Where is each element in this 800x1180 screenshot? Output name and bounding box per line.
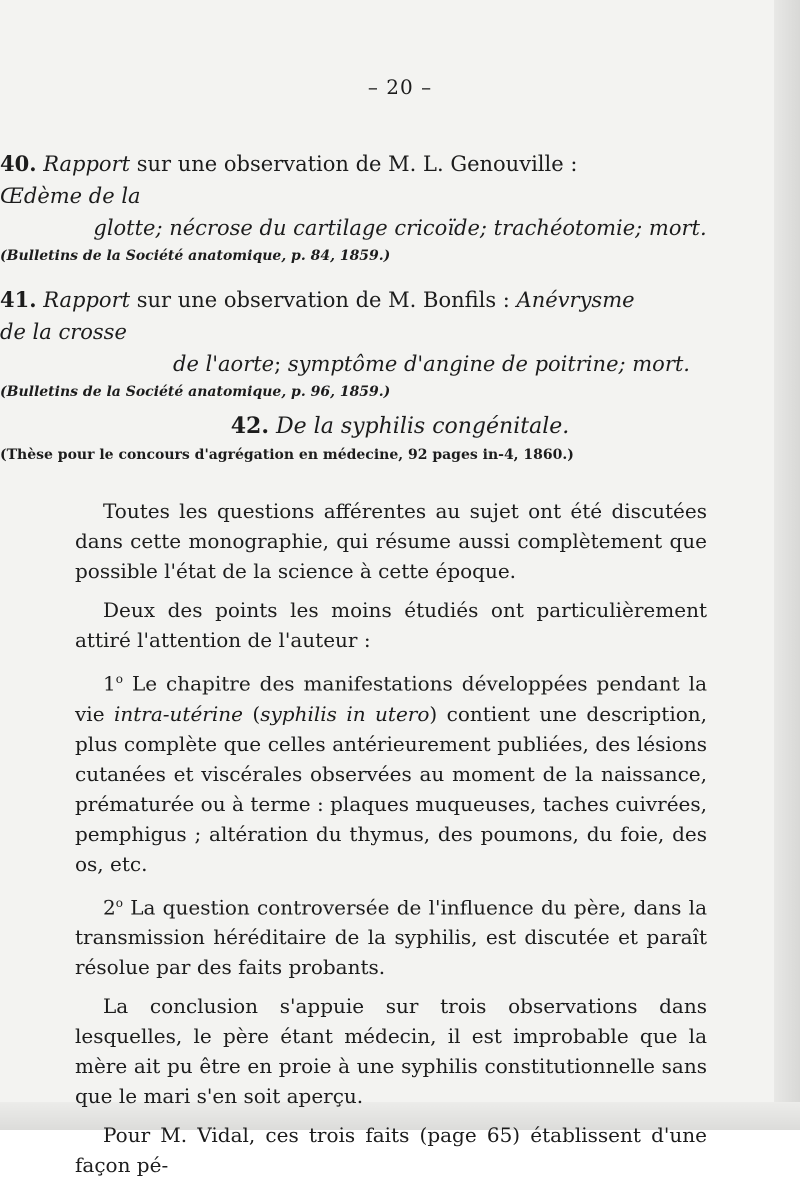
entry-41-rapport: Rapport <box>43 288 131 312</box>
paragraph-6: Pour M. Vidal, ces trois faits (page 65) établissent d'une façon pé- <box>75 1123 707 1178</box>
entry-40-text: sur une observation de M. L. Genouville : <box>130 152 578 176</box>
entry-41-subject-c: symptôme d'angine de poitrine; mort. <box>287 352 690 376</box>
entry-42-title-line <box>0 410 800 443</box>
paragraph-3-text-c: ) contient une description, plus complète que celles antérieurement publiées, des lésions cutanées et viscérales observées au moment de la naissance, prématurée ou à terme : plaques muqueuses, taches cuivrées, pemphigus ; altération du thymus, des poumons, du foie, des os, etc. <box>75 701 707 876</box>
entry-40-subject-b: glotte; nécrose du cartilage cricoïde; trachéotomie; mort. <box>93 216 707 240</box>
entry-41-text: sur une observation de M. Bonfils : <box>130 288 517 312</box>
paragraph-3-ordinal: o <box>115 672 123 686</box>
entry-40 <box>0 148 800 268</box>
entry-41-number: 41. <box>0 287 37 312</box>
entry-41-line-2 <box>173 348 800 380</box>
entry-40-line-2 <box>0 212 800 244</box>
entry-41-line-1 <box>0 284 635 348</box>
entry-40-subject-a: Œdème de la <box>0 184 141 208</box>
paragraph-4-ordinal: o <box>115 895 123 910</box>
paragraph-4 <box>75 888 707 983</box>
entry-41 <box>0 284 800 404</box>
entry-40-source: (Bulletins de la Société anatomique, p. 84, 1859.) <box>0 248 391 264</box>
entry-42-title: De la syphilis congénitale. <box>276 414 570 439</box>
paragraph-1: Toutes les questions afférentes au sujet ont été discutées dans cette monographie, qui résume aussi complètement que possible l'état de la science à cette époque. <box>75 499 707 583</box>
paragraph-5: La conclusion s'appuie sur trois observations dans lesquelles, le père étant médecin, il est improbable que la mère ait pu être en proie à une syphilis constitutionnelle sans que le mari s'en soit aperçu. <box>75 994 707 1109</box>
entry-41-source: (Bulletins de la Société anatomique, p. 96, 1859.) <box>0 384 391 400</box>
paragraph-2: Deux des points les moins étudiés ont particulièrement attiré l'attention de l'auteur : <box>75 598 707 652</box>
entry-41-subject-b: de l'aorte <box>173 352 275 376</box>
entry-41-subject-a: Anévrysme de la crosse <box>0 288 635 344</box>
entry-41-separator: ; <box>274 352 288 376</box>
entry-40-number: 40. <box>0 151 37 176</box>
paragraph-3-number: 1 <box>103 671 116 696</box>
paragraph-3-text-b: ( <box>242 701 261 726</box>
paragraph-3 <box>75 664 707 879</box>
paragraph-3-italic-2: syphilis in utero <box>260 701 430 726</box>
entry-40-line-1 <box>0 148 635 212</box>
entry-42-source: (Thèse pour le concours d'agrégation en médecine, 92 pages in-4, 1860.) <box>0 447 574 463</box>
entry-40-rapport: Rapport <box>43 152 131 176</box>
page-number: – 20 – <box>367 75 433 99</box>
paragraph-4-text: La question controversée de l'influence du père, dans la transmission héréditaire de la syphilis, est discutée et paraît résolue par des faits probants. <box>75 895 707 980</box>
entry-42 <box>0 410 800 467</box>
paragraph-3-italic-1: intra-utérine <box>113 701 243 726</box>
paragraph-4-number: 2 <box>103 895 116 920</box>
entry-42-number: 42. <box>230 413 270 439</box>
paragraph-3-text-a: Le chapitre des manifestations développées pendant la vie <box>75 671 707 726</box>
body-text <box>75 496 707 1180</box>
